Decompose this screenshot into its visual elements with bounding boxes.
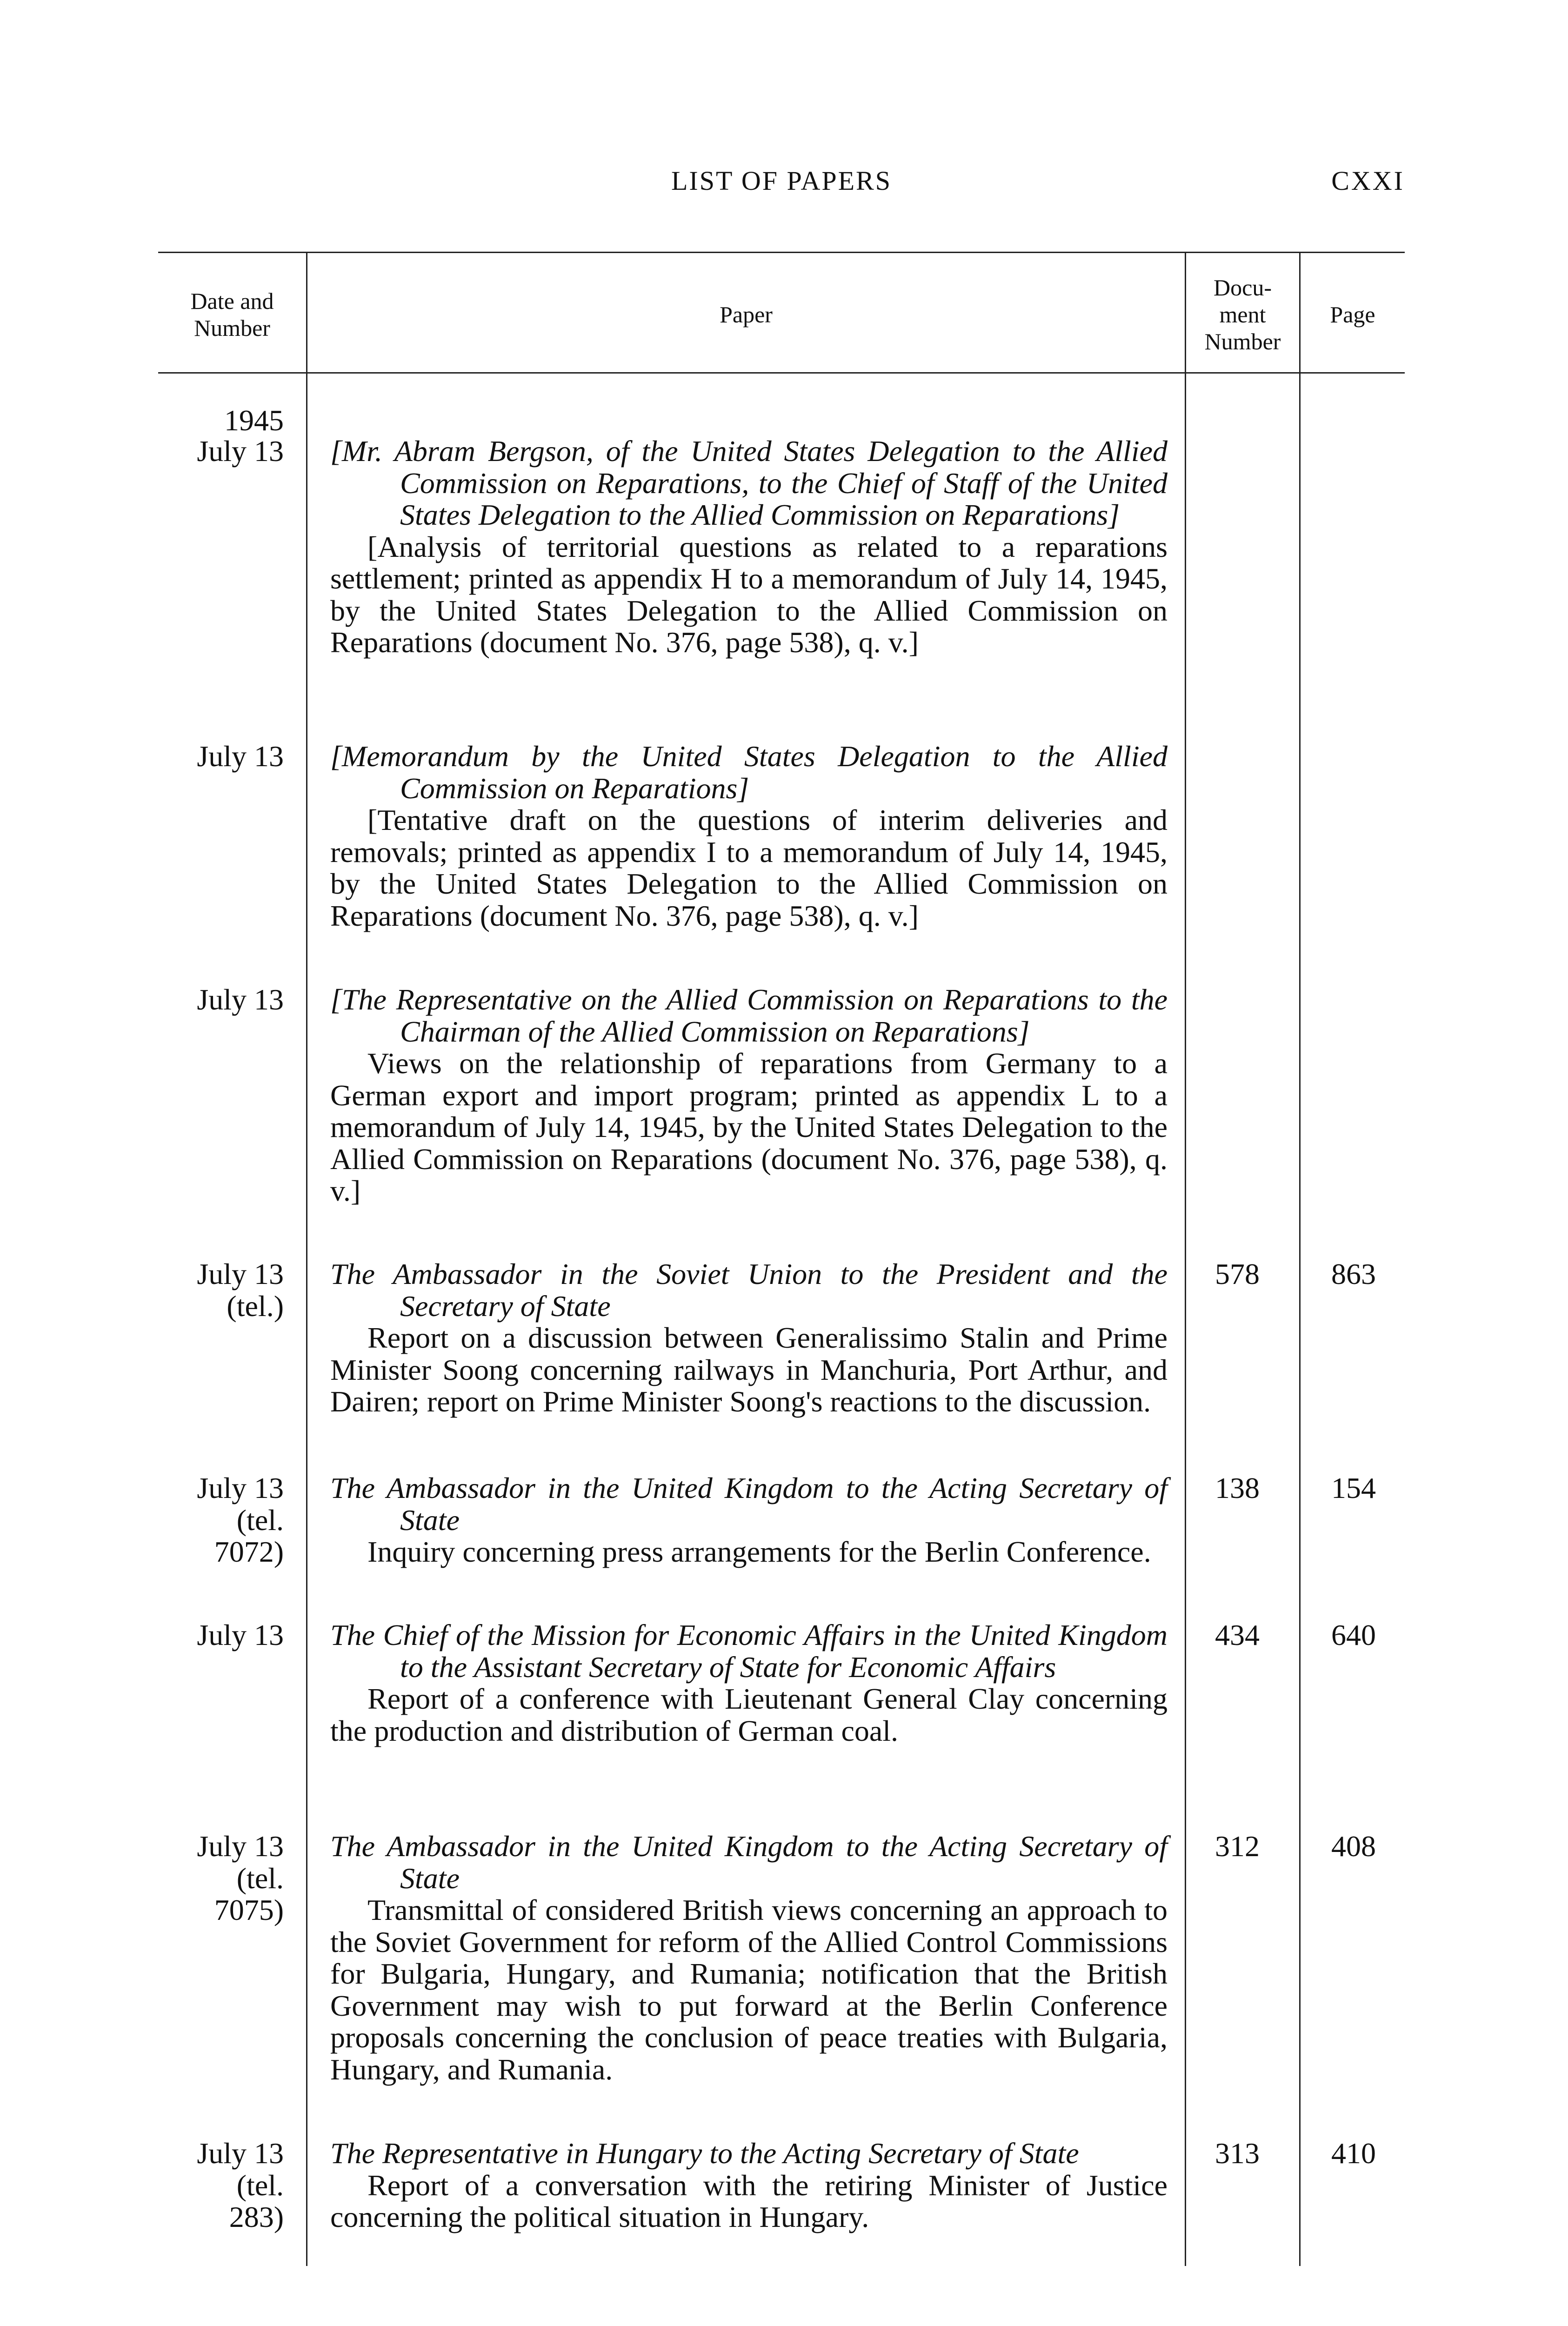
entry-summary: [Analysis of territorial questions as related to a reparations settlement; printed as appendix H to a memorandum of July 14, 1945, by the United States Delegation to the Allied Commission on Reparations (document No. 376, page 538), q. v.] xyxy=(330,530,1168,659)
entry-title: [Memorandum by the United States Delegation to the Allied Commission on Reparations] xyxy=(330,740,1168,805)
header-page: Page xyxy=(1330,301,1375,328)
entry-summary: Views on the relationship of reparations from Germany to a German export and import program; printed as appendix L to a memorandum of July 14, 1945, by the United States Delegation to the Allied Commission on Reparations (document No. 376, page 538), q. v.] xyxy=(330,1047,1168,1207)
entry-date: July 13 (tel. 7072) xyxy=(197,1471,284,1568)
header-document-number: Docu- ment Number xyxy=(1204,274,1281,354)
table-header-rule xyxy=(158,372,1405,374)
entry-page-number: 408 xyxy=(1331,1830,1376,1863)
entry-date: July 13 (tel. 7075) xyxy=(197,1830,284,1926)
entry-summary: Inquiry concerning press arrangements for the Berlin Conference. xyxy=(367,1535,1151,1568)
entry-summary: Transmittal of considered British views concerning an approach to the Soviet Government for reform of the Allied Control Commissions for Bulgaria, Hungary, and Rumania; notification that the British Government may wish to put forward at the Berlin Conference proposals concerning the conclusion of peace treaties with Bulgaria, Hungary, and Rumania. xyxy=(330,1893,1168,2086)
entry-date: July 13 (tel.) xyxy=(197,1257,284,1323)
entry-document-number: 313 xyxy=(1215,2137,1260,2170)
column-divider-paper-doc xyxy=(1185,252,1186,2266)
entry-date: July 13 xyxy=(197,434,284,468)
entry-title: The Chief of the Mission for Economic Affairs in the United Kingdom to the Assistant Secretary of State for Economic Affairs xyxy=(330,1618,1168,1684)
entry-page-number: 863 xyxy=(1331,1257,1376,1290)
entry-paper xyxy=(330,1258,1168,1418)
entry-summary: Report on a discussion between Generalissimo Stalin and Prime Minister Soong concerning railways in Manchuria, Port Arthur, and Dairen; report on Prime Minister Soong's reactions to the discussion. xyxy=(330,1321,1168,1418)
column-divider-date-paper xyxy=(306,252,307,2266)
entry-document-number: 312 xyxy=(1215,1830,1260,1863)
entry-title: [Mr. Abram Bergson, of the United States Delegation to the Allied Commission on Reparations, to the Chief of Staff of the United States Delegation to the Allied Commission on Reparations] xyxy=(330,434,1168,531)
entry-document-number: 138 xyxy=(1215,1471,1260,1504)
entry-summary: [Tentative draft on the questions of interim deliveries and removals; printed as appendix I to a memorandum of July 14, 1945, by the United States Delegation to the Allied Commission on Reparations (document No. 376, page 538), q. v.] xyxy=(330,803,1168,932)
entry-document-number: 578 xyxy=(1215,1257,1260,1290)
running-title: LIST OF PAPERS xyxy=(671,166,892,196)
year-label: 1945 xyxy=(224,404,284,437)
entry-date: July 13 (tel. 283) xyxy=(197,2137,284,2233)
entry-paper xyxy=(330,435,1168,659)
header-date-and-number: Date and Number xyxy=(190,287,274,341)
entry-title: The Ambassador in the Soviet Union to the President and the Secretary of State xyxy=(330,1257,1168,1323)
entry-page-number: 640 xyxy=(1331,1618,1376,1651)
entry-title: The Ambassador in the United Kingdom to the Acting Secretary of State xyxy=(330,1471,1168,1537)
entry-date: July 13 xyxy=(197,1618,284,1651)
entry-paper xyxy=(330,1472,1168,1568)
entry-date: July 13 xyxy=(197,740,284,773)
table-top-rule xyxy=(158,252,1405,253)
entry-title: The Representative in Hungary to the Acting Secretary of State xyxy=(330,2137,1079,2170)
entry-title: The Ambassador in the United Kingdom to the Acting Secretary of State xyxy=(330,1830,1168,1895)
entry-title: [The Representative on the Allied Commission on Reparations to the Chairman of the Allied Commission on Reparations] xyxy=(330,983,1168,1048)
entry-paper xyxy=(330,741,1168,932)
entry-page-number: 154 xyxy=(1331,1471,1376,1504)
entry-paper xyxy=(330,984,1168,1207)
header-paper: Paper xyxy=(720,301,773,328)
entry-paper xyxy=(330,1831,1168,2085)
entry-summary: Report of a conference with Lieutenant General Clay concerning the production and distribution of German coal. xyxy=(330,1682,1168,1747)
page-folio: CXXI xyxy=(1331,166,1405,196)
entry-document-number: 434 xyxy=(1215,1618,1260,1651)
column-divider-doc-page xyxy=(1299,252,1301,2266)
entry-paper xyxy=(330,1619,1168,1747)
entry-page-number: 410 xyxy=(1331,2137,1376,2170)
entry-paper xyxy=(330,2138,1168,2233)
entry-date: July 13 xyxy=(197,983,284,1016)
entry-summary: Report of a conversation with the retiring Minister of Justice concerning the political situation in Hungary. xyxy=(330,2168,1168,2233)
running-head xyxy=(158,165,1405,202)
